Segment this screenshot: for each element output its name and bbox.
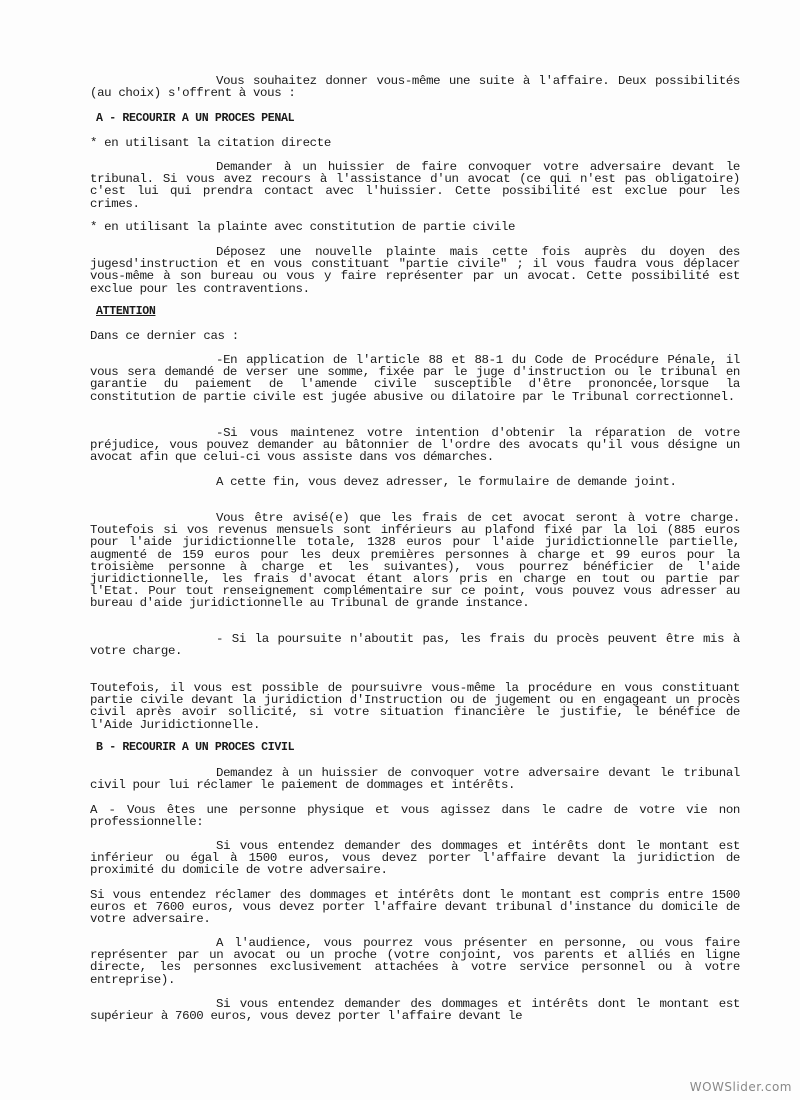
paragraph-demandez: Demandez à un huissier de convoquer votre adversaire devant le tribunal civil pour lui réclamer le paiement de dommages et intérêts. xyxy=(90,766,740,793)
intro-paragraph: Vous souhaitez donner vous-même une suite à l'affaire. Deux possibilités (au choix) s'offrent à vous : xyxy=(90,74,740,101)
paragraph-7600-euros: Si vous entendez réclamer des dommages et intérêts dont le montant est compris entre 1500 euros et 7600 euros, vous devez porter l'affaire devant tribunal d'instance du domicile de votre adversaire. xyxy=(90,888,740,927)
paragraph-frais-avocat: Vous être avisé(e) que les frais de cet avocat seront à votre charge. Toutefois si vos revenus mensuels sont inférieurs au plafond fixé par la loi (885 euros pour l'aide juridictionnelle totale, 1328 euros pour l'aide juridictionnelle partielle, augmenté de 159 euros pour les deux premières personnes à charge et 99 euros pour la troisième personne à charge et les suivantes), vous pourrez bénéficier de l'aide juridictionnelle, les frais d'avocat étant alors pris en charge en tout ou partie par l'Etat. Pour tout renseignement complémentaire sur ce point, vous pouvez vous adresser au bureau d'aide juridictionnelle au Tribunal de grande instance. xyxy=(90,511,740,611)
paragraph-toutefois: Toutefois, il vous est possible de poursuivre vous-même la procédure en vous constituant partie civile devant la juridiction d'Instruction ou de jugement ou en engageant un procès civil après avoir sollicité, si votre situation financière le justifie, le bénéfice de l'Aide Juridictionnelle. xyxy=(90,681,740,732)
paragraph-1500-euros: Si vous entendez demander des dommages et intérêts dont le montant est inférieur ou égal à 1500 euros, vous devez porter l'affaire devant la juridiction de proximité du domicile de votre adversaire. xyxy=(90,839,740,878)
attention-heading: ATTENTION xyxy=(96,305,156,318)
paragraph-plainte: Déposez une nouvelle plainte mais cette fois auprès du doyen des jugesd'instruction et en vous constituant "partie civile" ; il vous faudra vous déplacer vous-même à son bureau ou vous y faire représenter par un avocat. Cette possibilité est exclue pour les contraventions. xyxy=(90,245,740,296)
paragraph-audience: A l'audience, vous pourrez vous présenter en personne, ou vous faire représenter par un avocat ou un proche (votre conjoint, vos parents et alliés en ligne directe, les personnes exclusivement attachées à votre service personnel ou à votre entreprise). xyxy=(90,936,740,987)
bullet-citation-directe: * en utilisant la citation directe xyxy=(90,136,331,150)
paragraph-superieur-7600: Si vous entendez demander des dommages et intérêts dont le montant est supérieur à 7600 euros, vous devez porter l'affaire devant le xyxy=(90,997,740,1024)
paragraph-citation: Demander à un huissier de faire convoquer votre adversaire devant le tribunal. Si vous avez recours à l'assistance d'un avocat (ce qui n'est pas obligatoire) c'est lui qui prendra contact avec l'huissier. Cette possibilité est exclue pour les crimes. xyxy=(90,160,740,211)
paragraph-formulaire: A cette fin, vous devez adresser, le formulaire de demande joint. xyxy=(216,475,677,489)
paragraph-personne-physique: A - Vous êtes une personne physique et vous agissez dans le cadre de votre vie non professionnelle: xyxy=(90,803,740,830)
paragraph-poursuite: - Si la poursuite n'aboutit pas, les frais du procès peuvent être mis à votre charge. xyxy=(90,632,740,659)
section-b-heading: B - RECOURIR A UN PROCES CIVIL xyxy=(96,741,295,754)
bullet-plainte: * en utilisant la plainte avec constitution de partie civile xyxy=(90,220,516,234)
paragraph-article-88: -En application de l'article 88 et 88-1 du Code de Procédure Pénale, il vous sera demandé de verser une somme, fixée par le juge d'instruction ou le tribunal en garantie du paiement de l'amende civile susceptible d'être prononcée,lorsque la constitution de partie civile est jugée abusive ou dilatoire par le Tribunal correctionnel. xyxy=(90,353,740,404)
watermark: WOWSlider.com xyxy=(689,1080,792,1094)
paragraph-batonnier: -Si vous maintenez votre intention d'obtenir la réparation de votre préjudice, vous pouvez demander au bâtonnier de l'ordre des avocats qu'il vous désigne un avocat afin que celui-ci vous assiste dans vos démarches. xyxy=(90,426,740,465)
section-a-heading: A - RECOURIR A UN PROCES PENAL xyxy=(96,112,295,125)
dans-ce-cas-label: Dans ce dernier cas : xyxy=(90,329,239,343)
